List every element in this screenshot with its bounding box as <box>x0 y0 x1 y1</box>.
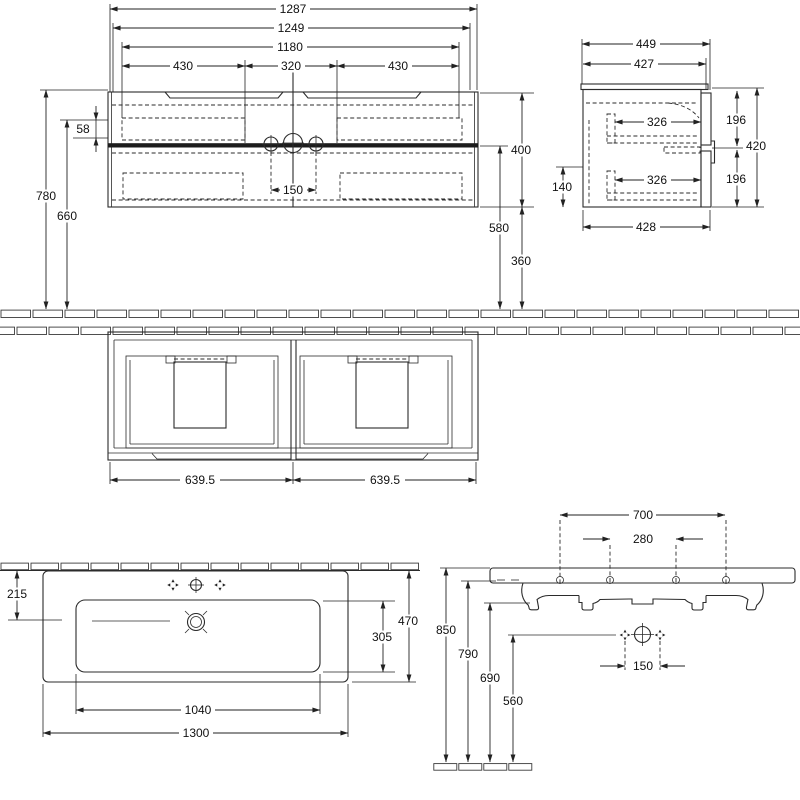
dim-basin-bowl-width: 1040 <box>184 703 212 717</box>
front-elevation-view <box>33 2 535 309</box>
dim-basin-height-790: 790 <box>457 647 479 661</box>
dim-front-center: 320 <box>280 59 302 73</box>
dim-front-drawer-right: 430 <box>387 59 409 73</box>
dim-basin-height-690: 690 <box>479 671 501 685</box>
dim-front-height-580: 580 <box>488 221 510 235</box>
basin-front-centerlines <box>560 520 726 583</box>
dim-front-drawer-left: 430 <box>172 59 194 73</box>
dim-basin-total-depth: 470 <box>397 614 419 628</box>
plan-dimensions <box>110 462 476 487</box>
floor-tile-band <box>433 763 533 771</box>
dim-front-carcass-width: 1249 <box>277 21 305 35</box>
dim-side-back-cutout: 140 <box>551 180 573 194</box>
dim-front-cabinet-height: 400 <box>510 143 532 157</box>
dim-basin-height-850: 850 <box>435 623 457 637</box>
plan-right-drawer <box>300 356 452 448</box>
tile-band-basin <box>0 563 420 571</box>
basin-tap-group <box>508 623 665 646</box>
dim-basin-bowl-depth: 305 <box>371 630 393 644</box>
basin-plan-dimensions <box>4 571 422 740</box>
dim-side-total-height: 420 <box>745 139 767 153</box>
side-elevation-view <box>549 37 770 234</box>
dim-front-floor-clearance: 360 <box>510 254 532 268</box>
dim-basin-tap-spacing: 150 <box>632 659 654 673</box>
basin-underside-profile <box>522 583 764 610</box>
dim-basin-hole-span: 700 <box>632 508 654 522</box>
dim-side-front-height-top: 196 <box>725 113 747 127</box>
dim-basin-hole-inner: 280 <box>632 532 654 546</box>
basin-plan-view <box>0 563 422 741</box>
tile-band-upper <box>0 310 800 336</box>
dim-basin-total-width: 1300 <box>182 726 210 740</box>
dim-front-height-660: 660 <box>56 209 78 223</box>
dim-plan-drawer-right: 639.5 <box>369 473 401 487</box>
dim-basin-height-560: 560 <box>502 694 524 708</box>
dim-side-drawer-depth-top: 326 <box>646 115 668 129</box>
side-extension-lines <box>556 39 767 231</box>
drain-marker <box>185 611 207 633</box>
dim-side-depth-bottom: 428 <box>635 220 657 234</box>
dim-front-tap-spacing: 150 <box>282 183 304 197</box>
dim-front-height-780: 780 <box>35 189 57 203</box>
dim-side-front-height-bottom: 196 <box>725 172 747 186</box>
grip-notch-right <box>296 454 428 460</box>
plan-view <box>108 332 478 487</box>
dim-side-drawer-depth-bottom: 326 <box>646 173 668 187</box>
dim-front-rail-height: 58 <box>76 122 90 136</box>
basin-tap-hole-markers <box>167 577 226 593</box>
basin-front-view <box>432 508 795 771</box>
dim-side-carcass-depth: 427 <box>633 57 655 71</box>
dim-plan-drawer-left: 639.5 <box>184 473 216 487</box>
dim-side-depth-top: 449 <box>635 37 657 51</box>
dim-basin-front-depth: 215 <box>6 587 28 601</box>
dim-front-overall-width: 1287 <box>279 2 307 16</box>
side-hidden-lines <box>586 103 700 205</box>
grip-notch-left <box>152 454 291 460</box>
dim-front-inner-width: 1180 <box>277 40 303 54</box>
plan-left-drawer <box>126 356 278 448</box>
